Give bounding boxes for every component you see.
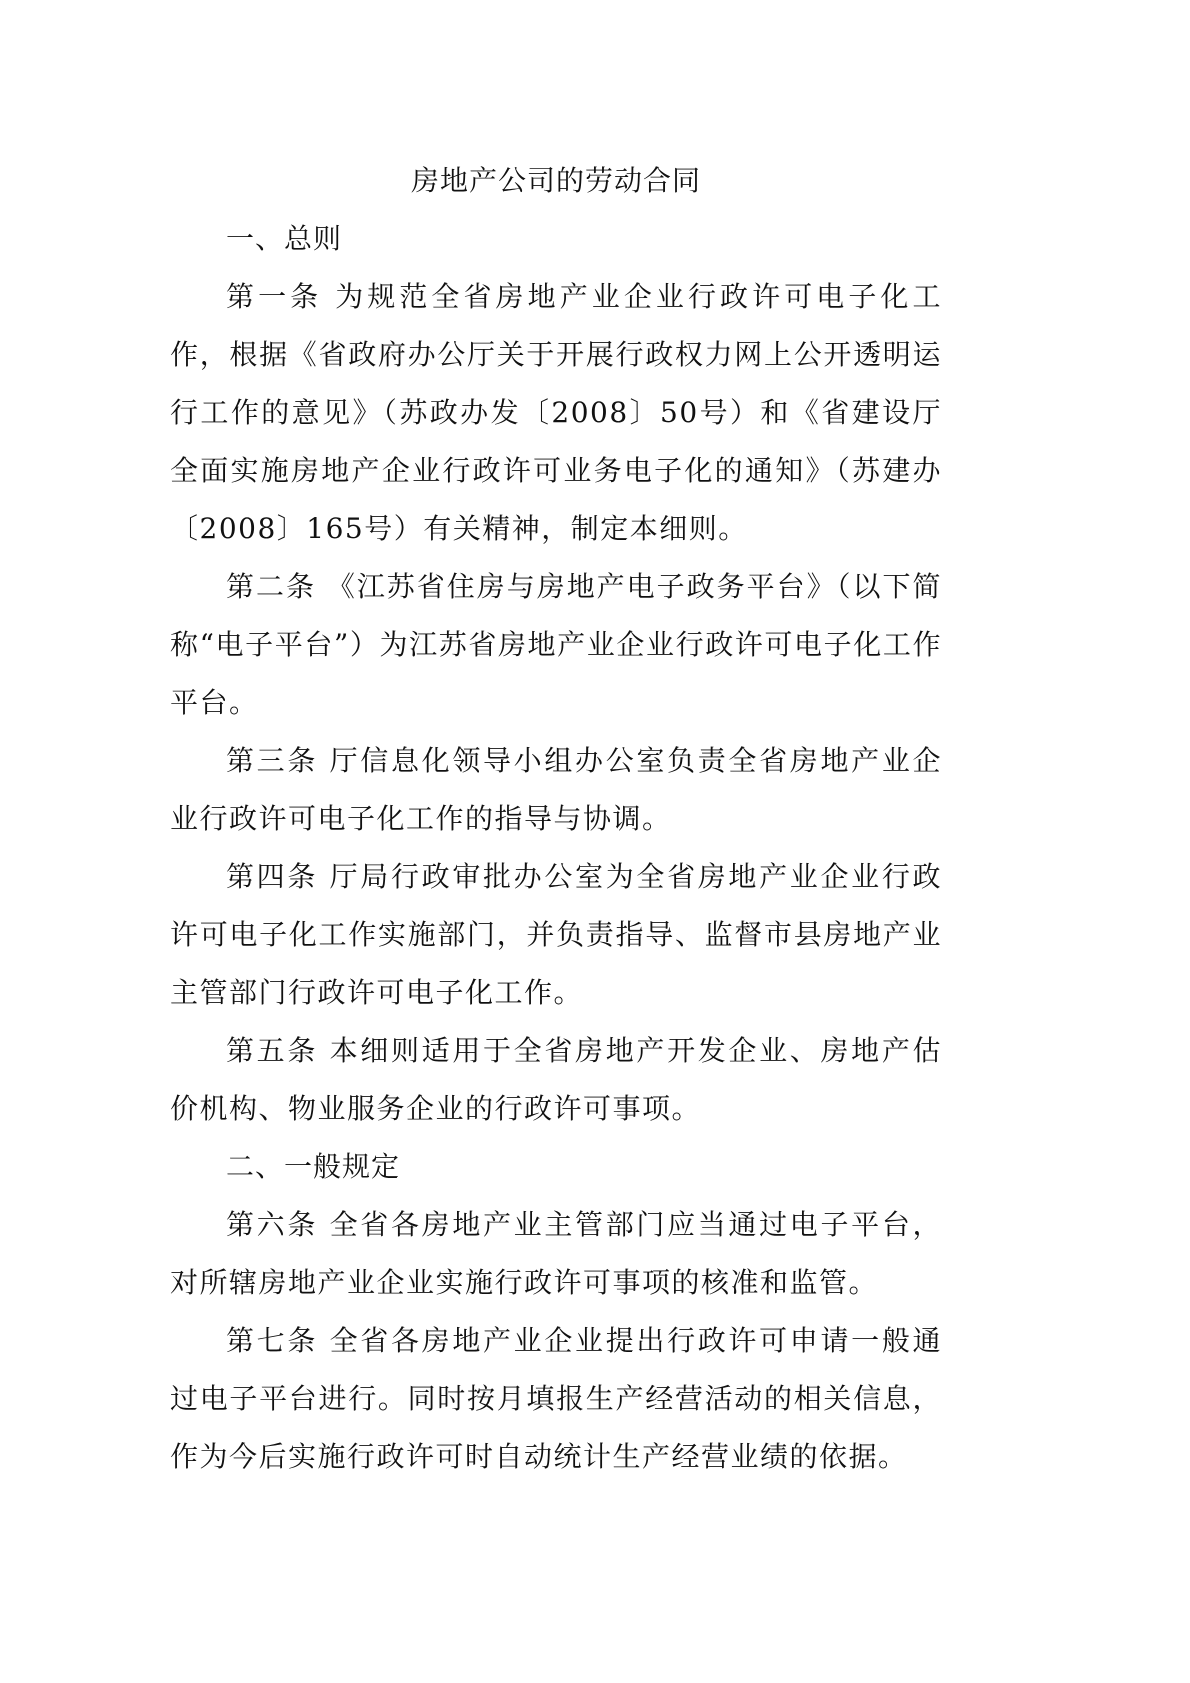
section-general-provisions	[170, 1138, 942, 1486]
section-heading: 二、一般规定	[226, 1150, 401, 1183]
document-page	[170, 152, 942, 1486]
section-general	[170, 210, 942, 1138]
document-title: 房地产公司的劳动合同	[410, 164, 701, 197]
article-7: 第七条 全省各房地产业企业提出行政许可申请一般通过电子平台进行。同时按月填报生产经营活动的相关信息，作为今后实施行政许可时自动统计生产经营业绩的依据。	[170, 1324, 942, 1473]
article-4: 第四条 厅局行政审批办公室为全省房地产业企业行政许可电子化工作实施部门，并负责指导、监督市县房地产业主管部门行政许可电子化工作。	[170, 860, 942, 1009]
article-3: 第三条 厅信息化领导小组办公室负责全省房地产业企业行政许可电子化工作的指导与协调。	[170, 744, 942, 835]
section-heading: 一、总则	[226, 222, 343, 255]
article-5: 第五条 本细则适用于全省房地产开发企业、房地产估价机构、物业服务企业的行政许可事项。	[170, 1034, 942, 1125]
article-2: 第二条 《江苏省住房与房地产电子政务平台》（以下简称“电子平台”）为江苏省房地产业企业行政许可电子化工作平台。	[170, 570, 942, 719]
article-1: 第一条 为规范全省房地产业企业行政许可电子化工作，根据《省政府办公厅关于开展行政权力网上公开透明运行工作的意见》（苏政办发〔2008〕50号）和《省建设厅全面实施房地产企业行政许可业务电子化的通知》（苏建办〔2008〕165号）有关精神，制定本细则。	[170, 280, 942, 545]
article-6: 第六条 全省各房地产业主管部门应当通过电子平台，对所辖房地产业企业实施行政许可事项的核准和监管。	[170, 1208, 942, 1299]
